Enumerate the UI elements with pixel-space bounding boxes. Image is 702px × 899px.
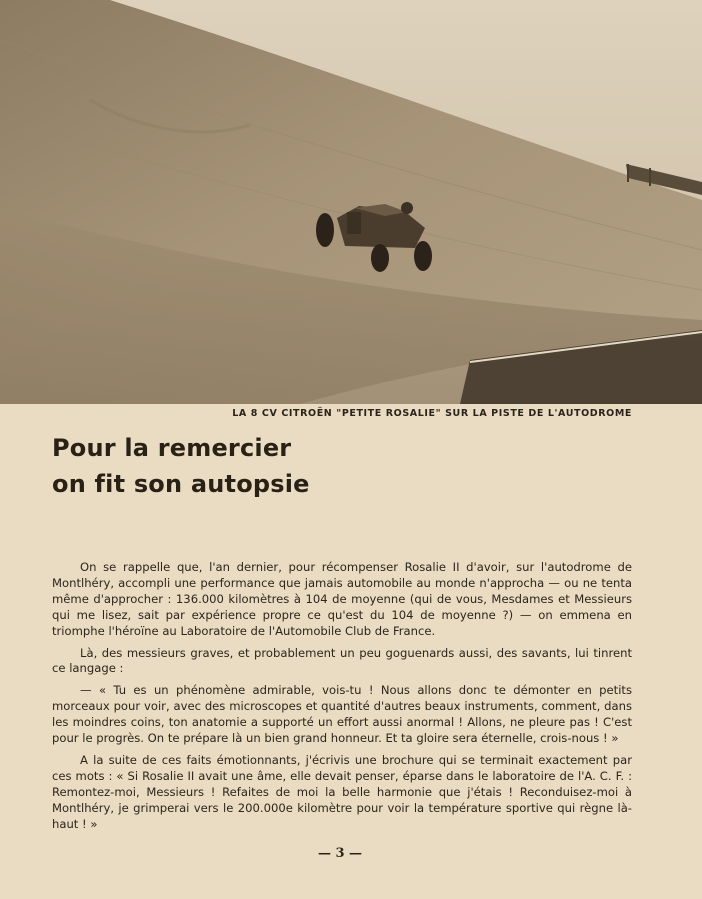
page-title bbox=[52, 430, 612, 502]
title-line-1: Pour la remercier bbox=[52, 434, 292, 462]
article-body bbox=[52, 560, 632, 839]
paragraph: Là, des messieurs graves, et probablement un peu goguenards aussi, des savants, lui tinrent ce langage : bbox=[52, 645, 632, 676]
paragraph: On se rappelle que, l'an dernier, pour récompenser Rosalie II d'avoir, sur l'autodrome de Montlhéry, accompli une performance que jamais automobile au monde n'approcha — ou ne tenta même d'approcher : 136.000 kilomètres à 104 de moyenne (qui de vous, Mesdames et Messieurs qui me lisez, sait par expérience propre ce qu'est du 104 de moyenne ?) — on emmena en triomphe l'héroïne au Laboratoire de l'Automobile Club de France. bbox=[52, 560, 632, 638]
photo-race-car-banked-track bbox=[0, 0, 702, 404]
title-line-2: on fit son autopsie bbox=[52, 470, 310, 498]
paragraph: — « Tu es un phénomène admirable, vois-tu ! Nous allons donc te démonter en petits morceaux pour voir, avec des microscopes et quantité d'autres beaux instruments, comment, dans les moindres coins, ton anatomie a supporté un effort aussi anormal ! Allons, ne pleure pas ! C'est pour le progrès. On te prépare là un bien grand honneur. Et ta gloire sera éternelle, crois-nous ! » bbox=[52, 683, 632, 746]
paragraph: A la suite de ces faits émotionnants, j'écrivis une brochure qui se terminait exactement par ces mots : « Si Rosalie II avait une âme, elle devait penser, éparse dans le laboratoire de l'A. C. F. : Remontez-moi, Messieurs ! Refaites de moi la belle harmonie que j'étais ! Reconduisez-moi à Montlhéry, je grimperai vers le 200.000e kilomètre pour voir la température sportive qui règne là-haut ! » bbox=[52, 752, 632, 831]
photo-caption: LA 8 CV CITROËN "PETITE ROSALIE" SUR LA PISTE DE L'AUTODROME bbox=[232, 408, 632, 419]
page-number: — 3 — bbox=[317, 846, 363, 861]
